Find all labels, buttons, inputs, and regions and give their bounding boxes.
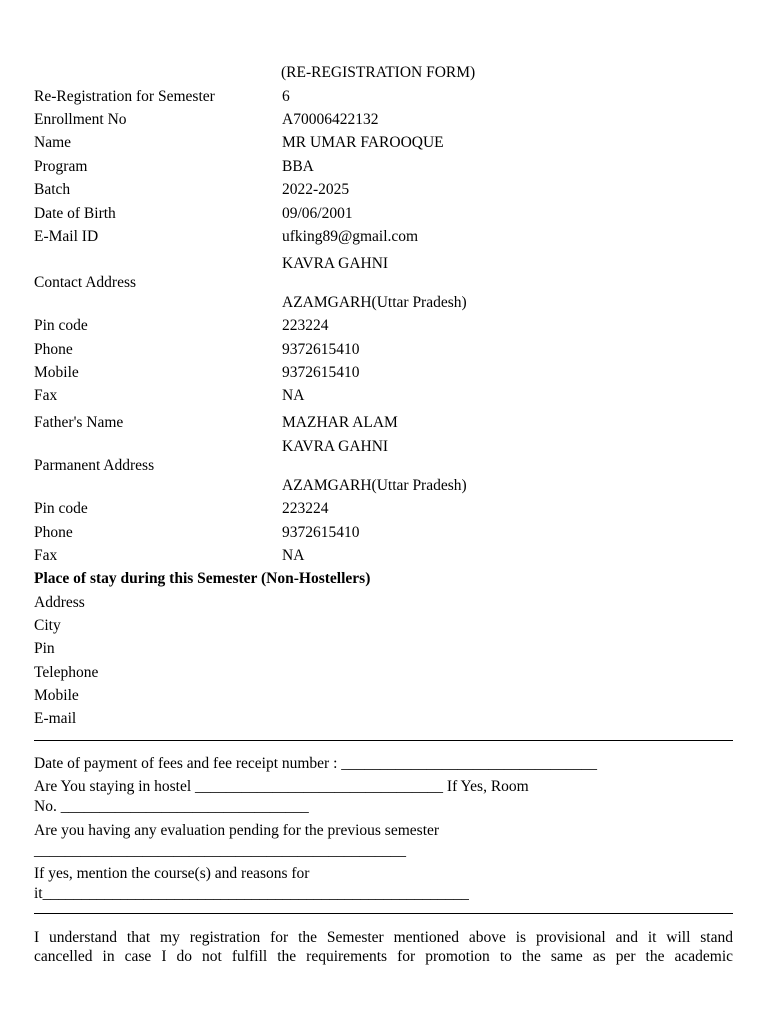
stay-heading: Place of stay during this Semester (Non-Hostellers): [34, 570, 371, 587]
field-label-program: Program: [34, 158, 88, 175]
field-value-program: BBA: [282, 158, 314, 175]
hostel-line: Are You staying in hostel ________________________________ If Yes, Room: [34, 778, 529, 795]
field-label-batch: Batch: [34, 181, 71, 198]
field-value-fathers-name: MAZHAR ALAM: [282, 414, 398, 431]
contact-label-fax: Fax: [34, 387, 58, 404]
permanent-value-pincode: 223224: [282, 500, 329, 517]
contact-label-phone: Phone: [34, 341, 73, 358]
permanent-label-pincode: Pin code: [34, 500, 88, 517]
field-value-name: MR UMAR FAROOQUE: [282, 134, 444, 151]
field-label-name: Name: [34, 134, 72, 151]
evaluation-pending-line: Are you having any evaluation pending for the previous semester: [34, 822, 440, 839]
permanent-value-fax: NA: [282, 547, 305, 564]
field-label-semester: Re-Registration for Semester: [34, 88, 215, 105]
permanent-value-phone: 9372615410: [282, 524, 360, 541]
contact-address-line2: AZAMGARH(Uttar Pradesh): [282, 294, 467, 311]
fee-payment-line: Date of payment of fees and fee receipt number : _________________________________: [34, 755, 598, 772]
permanent-address-label: Parmanent Address: [34, 457, 155, 474]
permanent-address-line2: AZAMGARH(Uttar Pradesh): [282, 477, 467, 494]
stay-label-email: E-mail: [34, 710, 77, 727]
hostel-room-line: No. ________________________________: [34, 798, 309, 815]
contact-value-fax: NA: [282, 387, 305, 404]
field-label-enrollment: Enrollment No: [34, 111, 127, 128]
permanent-label-phone: Phone: [34, 524, 73, 541]
stay-label-city: City: [34, 617, 61, 634]
stay-label-pin: Pin: [34, 640, 55, 657]
contact-label-mobile: Mobile: [34, 364, 79, 381]
field-value-batch: 2022-2025: [282, 181, 350, 198]
field-value-enrollment: A70006422132: [282, 111, 379, 128]
evaluation-pending-blank: ________________________________________________: [34, 842, 406, 859]
field-value-email: ufking89@gmail.com: [282, 228, 419, 245]
contact-address-label: Contact Address: [34, 274, 137, 291]
permanent-label-fax: Fax: [34, 547, 58, 564]
contact-label-pincode: Pin code: [34, 317, 88, 334]
permanent-address-line1: KAVRA GAHNI: [282, 438, 389, 455]
field-label-dob: Date of Birth: [34, 205, 116, 222]
contact-value-pincode: 223224: [282, 317, 329, 334]
stay-label-telephone: Telephone: [34, 664, 99, 681]
field-label-email: E-Mail ID: [34, 228, 99, 245]
stay-label-mobile: Mobile: [34, 687, 79, 704]
contact-value-phone: 9372615410: [282, 341, 360, 358]
contact-value-mobile: 9372615410: [282, 364, 360, 381]
form-title: (RE-REGISTRATION FORM): [281, 64, 476, 81]
contact-address-line1: KAVRA GAHNI: [282, 255, 389, 272]
section-divider: [34, 740, 733, 741]
declaration-line-1: I understand that my registration for the Semester mentioned above is provisional and it will stand: [34, 929, 733, 946]
course-reason-blank: it_______________________________________________________: [34, 885, 469, 902]
declaration-line-2: cancelled in case I do not fulfill the requirements for promotion to the same as per the academic: [34, 948, 733, 965]
section-divider: [34, 913, 733, 914]
field-label-fathers-name: Father's Name: [34, 414, 124, 431]
field-value-dob: 09/06/2001: [282, 205, 353, 222]
stay-label-address: Address: [34, 594, 85, 611]
course-reason-line: If yes, mention the course(s) and reasons for: [34, 865, 310, 882]
field-value-semester: 6: [282, 88, 290, 105]
